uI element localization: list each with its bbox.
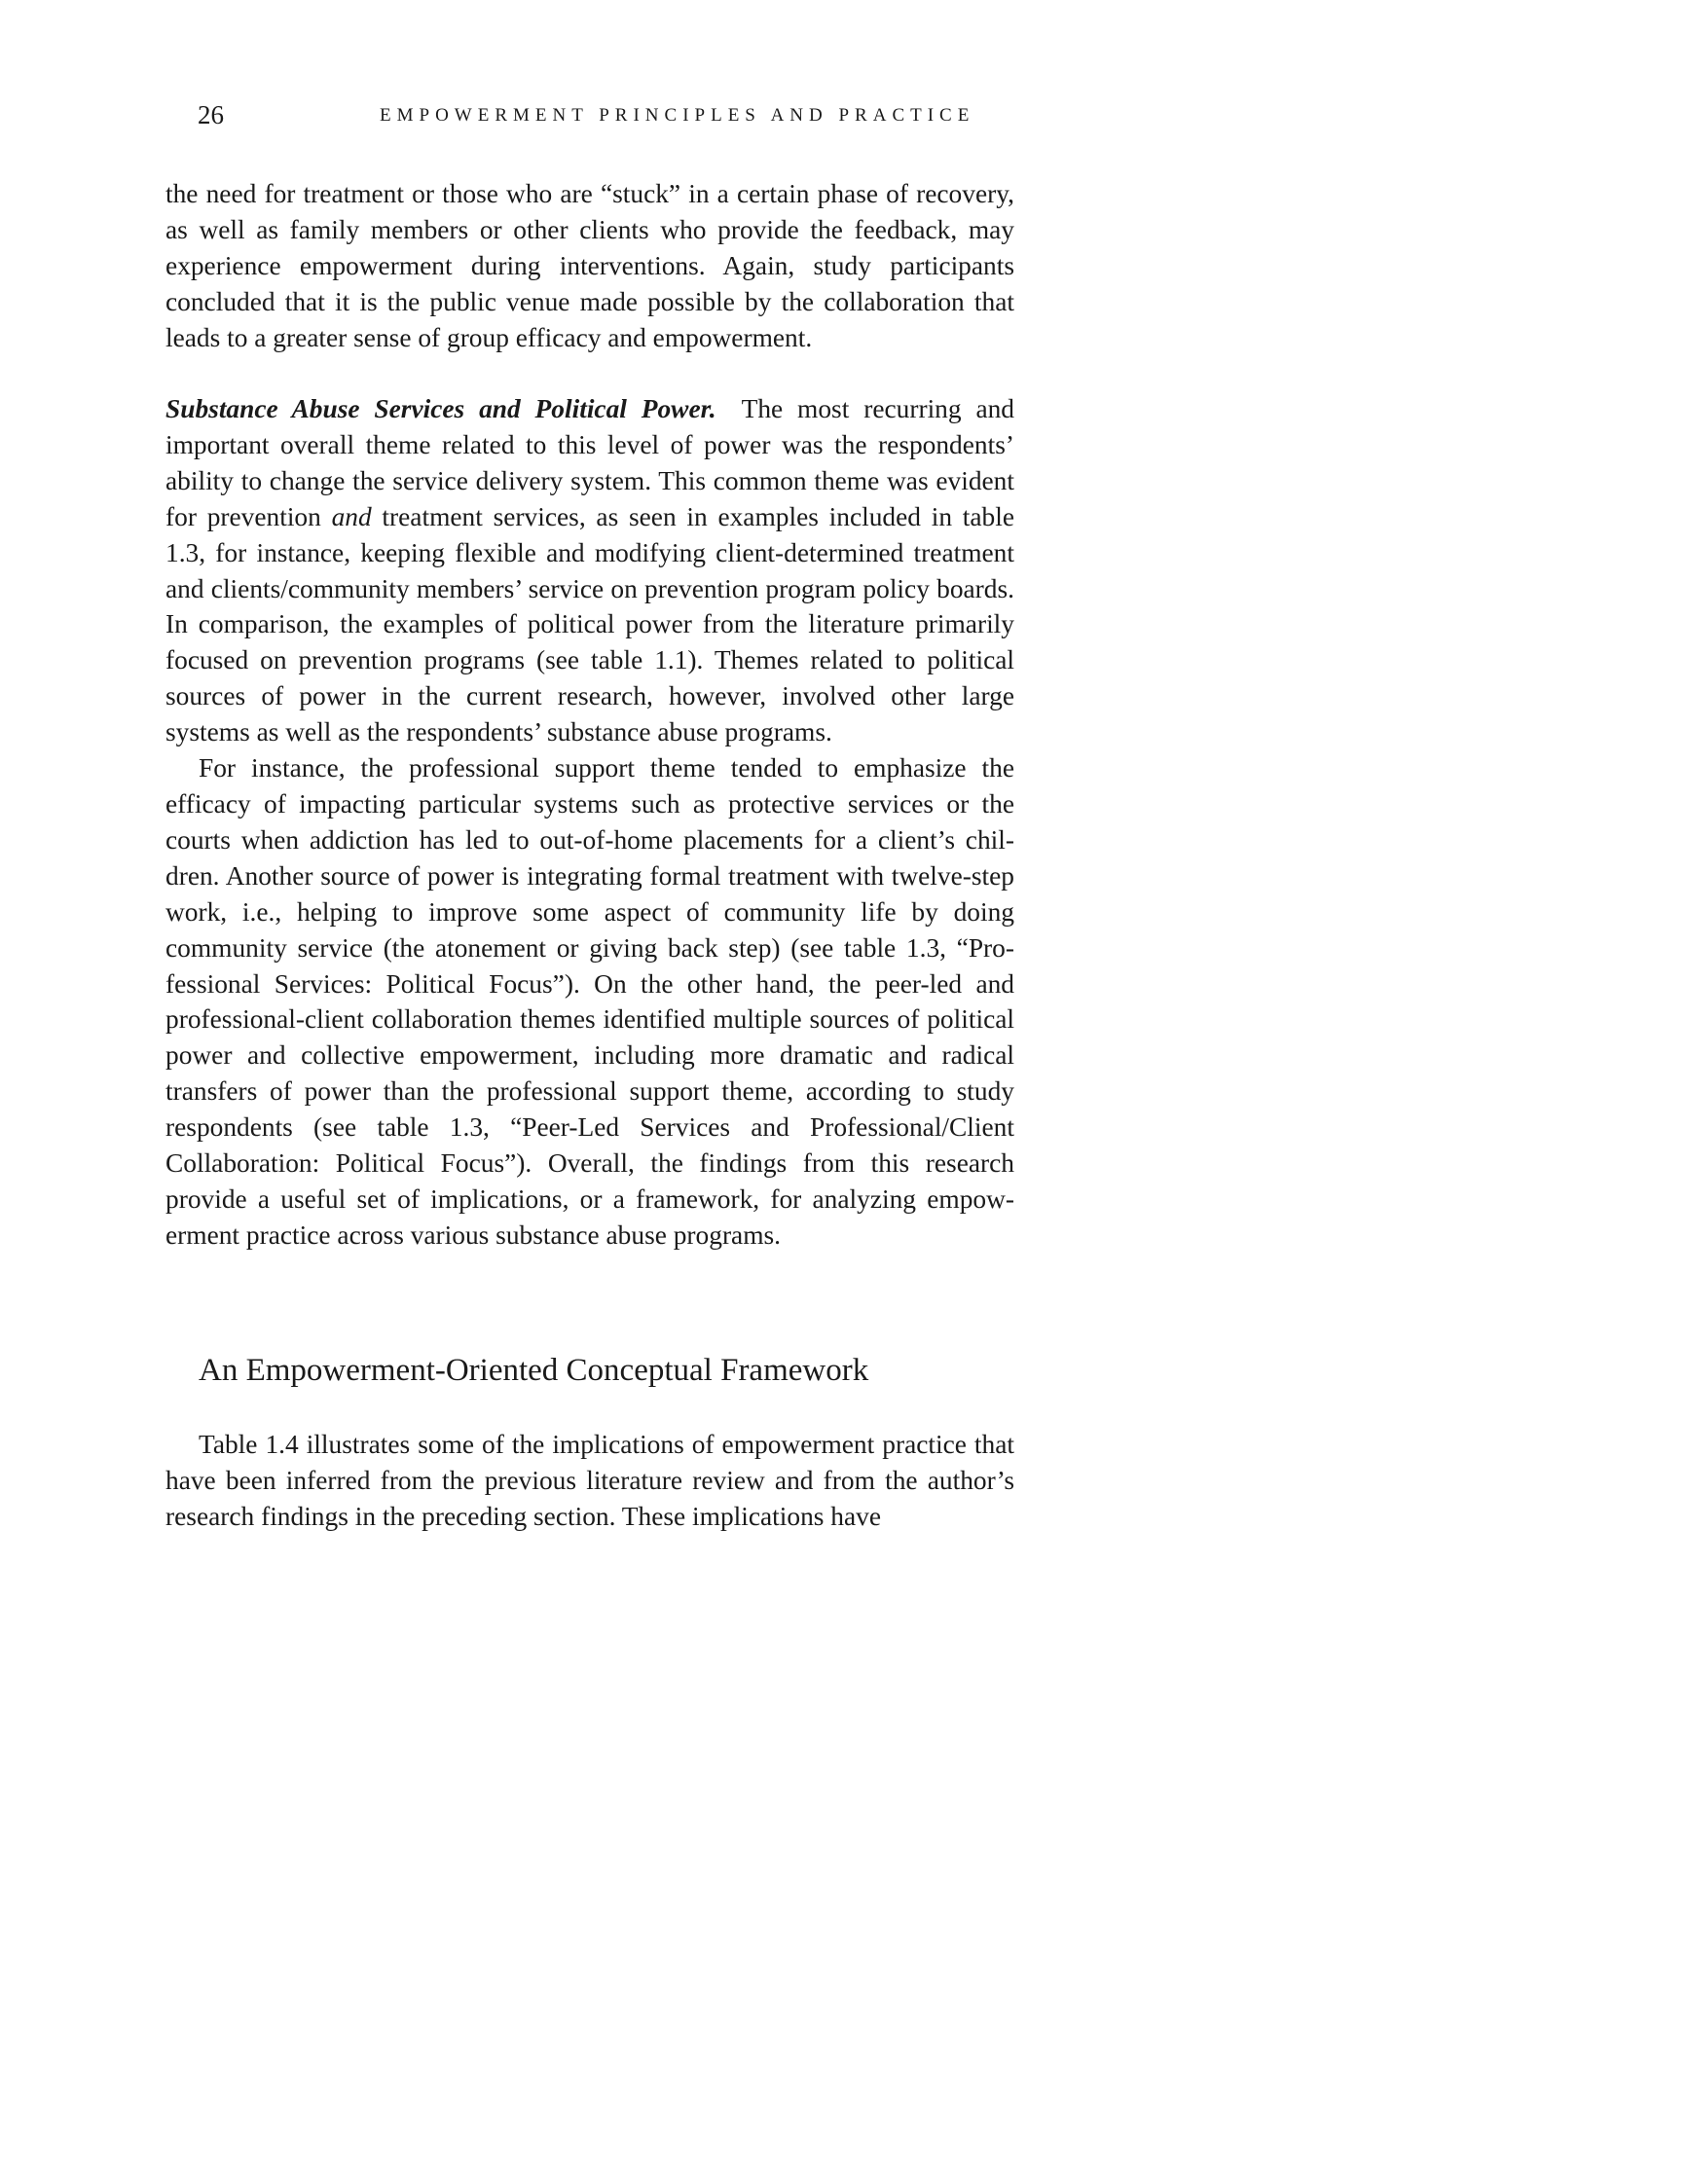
paragraph-2 <box>165 391 1014 750</box>
paragraph-2-emphasis: and <box>331 501 372 531</box>
paragraph-2-text-a: The most recurring and important overall theme related to this level of power was the respondents’ ability to change the service delivery system. This common theme was evident for prevention <box>165 394 1014 531</box>
running-head: EMPOWERMENT PRINCIPLES AND PRACTICE <box>380 105 975 126</box>
run-in-heading: Substance Abuse Services and Political Power. <box>165 394 716 423</box>
paragraph-3: For instance, the professional support theme tended to emphasize the efficacy of impacting particular systems such as protective services or the courts when addiction has led to out-of-home placements for a client’s children. Another source of power is integrating formal treatment with twelve-step work, i.e., helping to improve some aspect of community life by doing community service (the atonement or giving back step) (see table 1.3, “Professional Services: Political Focus”). On the other hand, the peer-led and professional-client collaboration themes identified multiple sources of political power and collective empowerment, including more dramatic and radical transfers of power than the professional support theme, according to study respondents (see table 1.3, “Peer-Led Services and Professional/Client Collaboration: Political Focus”). Overall, the findings from this research provide a useful set of implications, or a framework, for analyzing empowerment practice across various substance abuse programs. <box>165 753 1014 1250</box>
body-text-top <box>165 176 1014 356</box>
page-number: 26 <box>198 100 224 129</box>
body-text-political-power <box>165 391 1014 1254</box>
paragraph-2-text-b: treatment services, as seen in examples included in table 1.3, for instance, keeping flexible and modifying client-determined treatment and clients/community members’ service on prevention program policy boards. In comparison, the examples of political power from the literature primarily focused on prevention programs (see table 1.1). Themes related to political sources of power in the current research, however, involved other large systems as well as the respondents’ substance abuse programs. <box>165 501 1014 747</box>
body-text-framework <box>165 1427 1014 1535</box>
section-heading: An Empowerment-Oriented Conceptual Framework <box>199 1353 869 1388</box>
paragraph-1: the need for treatment or those who are “stuck” in a certain phase of recovery, as well as family members or other clients who provide the feedback, may experience empowerment during interventions. Again, study participants concluded that it is the public venue made possible by the collaboration that leads to a greater sense of group efficacy and empowerment. <box>165 179 1014 352</box>
paragraph-4: Table 1.4 illustrates some of the implications of empowerment practice that have been inferred from the previous literature review and from the author’s research findings in the preceding section. These implications have <box>165 1430 1014 1531</box>
